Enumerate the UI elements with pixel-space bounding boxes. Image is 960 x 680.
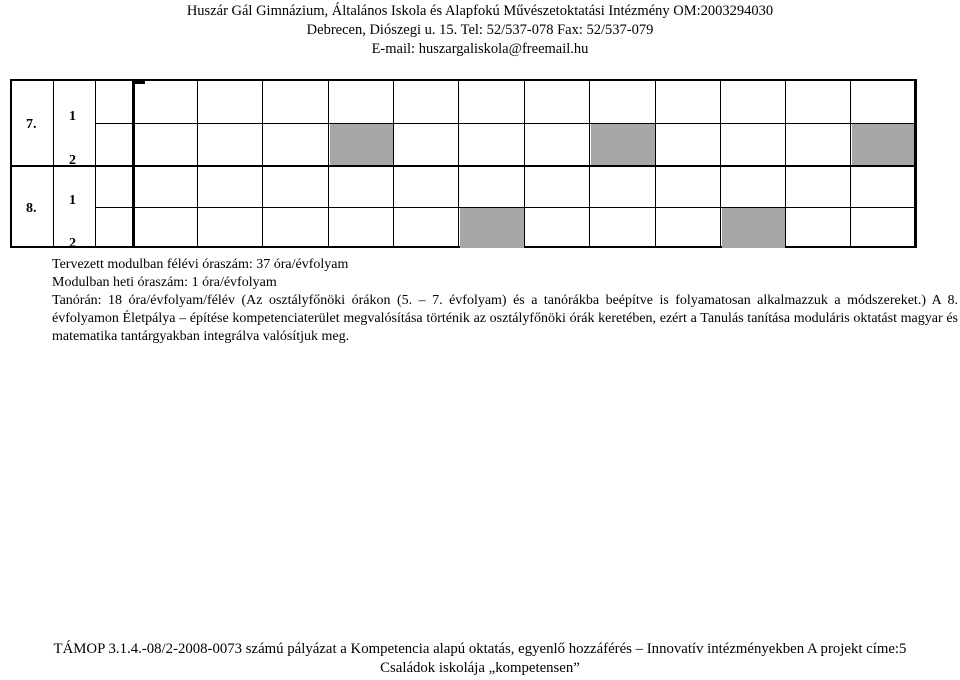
module-description xyxy=(52,256,958,346)
grid-divider xyxy=(262,81,263,246)
grid-divider xyxy=(12,165,915,167)
shaded-cell xyxy=(852,124,914,165)
shaded-cell xyxy=(330,124,393,165)
grid-divider xyxy=(785,81,786,246)
shaded-cell xyxy=(722,208,785,248)
grid-divider xyxy=(589,81,590,246)
grid-divider xyxy=(458,81,459,246)
table-top-mark xyxy=(134,81,145,84)
row-number: 2 xyxy=(69,153,76,168)
schedule-table xyxy=(10,79,917,251)
shaded-cell xyxy=(591,124,655,165)
grade-label-7: 7. xyxy=(26,117,37,132)
school-email: E-mail: huszargaliskola@freemail.hu xyxy=(371,41,589,57)
grid-divider xyxy=(197,81,198,246)
grid-divider xyxy=(95,123,915,124)
project-reference: TÁMOP 3.1.4.-08/2-2008-0073 számú pályázat a Kompetencia alapú oktatás, egyenlő hozzáférés – Innovatív intézményekben A projekt címe:5 xyxy=(53,641,907,657)
grade-label-8: 8. xyxy=(26,201,37,216)
row-number: 1 xyxy=(69,109,76,124)
document-header xyxy=(0,2,960,59)
weekly-hours: Modulban heti óraszám: 1 óra/évfolyam xyxy=(52,275,277,290)
row-number: 2 xyxy=(69,236,76,251)
grid-divider xyxy=(524,81,525,246)
school-address: Debrecen, Diószegi u. 15. Tel: 52/537-078 Fax: 52/537-079 xyxy=(306,22,654,38)
grid-divider xyxy=(655,81,656,246)
grid-divider xyxy=(53,81,54,246)
grid-divider xyxy=(850,81,851,246)
shaded-cell xyxy=(460,208,524,248)
document-footer xyxy=(0,640,960,678)
grid-divider xyxy=(393,81,394,246)
grid-divider xyxy=(328,81,329,246)
grid-divider xyxy=(914,81,915,246)
lesson-paragraph: Tanórán: 18 óra/évfolyam/félév (Az osztályfőnöki órákon (5. – 7. évfolyam) és a tanórákba beépítve is folyamatosan alkalmazzuk a módszereket.) A 8. évfolyamon Életpálya – építése kompetenciaterület megvalósítása történik az osztályfőnöki órák keretében, ezért a Tanulás tanítása moduláris oktatást magyar és matematika tantárgyakban integrálva valósítjuk meg. xyxy=(52,293,958,344)
row-number: 1 xyxy=(69,193,76,208)
school-name: Huszár Gál Gimnázium, Általános Iskola és Alapfokú Művészetoktatási Intézmény OM:2003294030 xyxy=(186,3,774,19)
grid-divider xyxy=(720,81,721,246)
planned-hours: Tervezett modulban félévi óraszám: 37 óra/évfolyam xyxy=(52,257,349,272)
project-title: Családok iskolája „kompetensen” xyxy=(380,660,580,676)
grid-divider xyxy=(132,81,135,246)
grid-divider xyxy=(95,81,96,246)
